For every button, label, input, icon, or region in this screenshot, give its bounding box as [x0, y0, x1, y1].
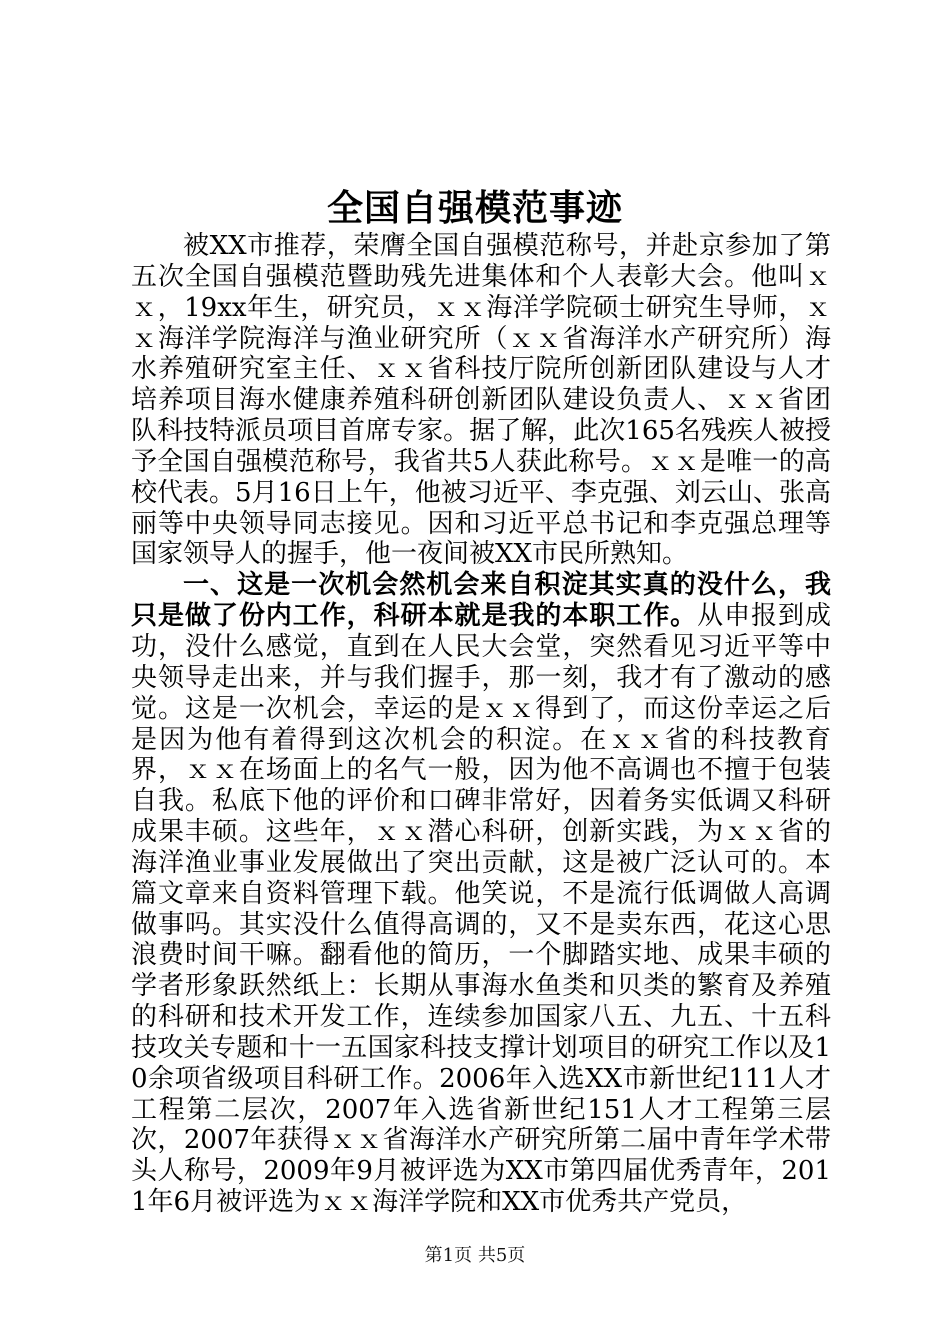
document-title: 全国自强模范事迹 — [326, 187, 623, 229]
paragraph-intro: 被XX市推荐，荣膺全国自强模范称号，并赴京参加了第五次全国自强模范暨助残先进集体和个人表彰大会。他叫ｘｘ，19xx年生，研究员，ｘｘ海洋学院硕士研究生导师，ｘｘ海洋学院海洋与渔业研究所（ｘｘ省海洋水产研究所）海水养殖研究室主任、ｘｘ省科技厅院所创新团队建设与人才培养项目海水健康养殖科研创新团队建设负责人、ｘｘ省团队科技特派员项目首席专家。据了解，此次165名残疾人被授予全国自强模范称号，我省共5人获此称号。ｘｘ是唯一的高校代表。5月16日上午，他被习近平、李克强、刘云山、张高丽等中央领导同志接见。因和习近平总书记和李克强总理等国家领导人的握手，他一夜间被XX市民所熟知。 — [131, 231, 831, 570]
paragraph-section-one — [131, 570, 831, 1218]
page-number-footer: 第1页 共5页 — [424, 1245, 526, 1266]
section-one-heading: 一、这是一次机会然机会来自积淀其实真的没什么，我只是做了份内工作，科研本就是我的本职工作。 — [131, 570, 831, 632]
section-one-text: 从申报到成功，没什么感觉，直到在人民大会堂，突然看见习近平等中央领导走出来，并与我们握手，那一刻，我才有了激动的感觉。这是一次机会，幸运的是ｘｘ得到了，而这份幸运之后是因为他有着得到这次机会的积淀。在ｘｘ省的科技教育界，ｘｘ在场面上的名气一般，因为他不高调也不擅于包装自我。私底下他的评价和口碑非常好，因着务实低调又科研成果丰硕。这些年，ｘｘ潜心科研，创新实践，为ｘｘ省的海洋渔业事业发展做出了突出贡献，这是被广泛认可的。本篇文章来自资料管理下载。他笑说，不是流行低调做人高调做事吗。其实没什么值得高调的，又不是卖东西，花这心思浪费时间干嘛。翻看他的简历，一个脚踏实地、成果丰硕的学者形象跃然纸上：长期从事海水鱼类和贝类的繁育及养殖的科研和技术开发工作，连续参加国家八五、九五、十五科技攻关专题和十一五国家科技支撑计划项目的研究工作以及10余项省级项目科研工作。2006年入选XX市新世纪111人才工程第二层次，2007年入选省新世纪151人才工程第三层次，2007年获得ｘｘ省海洋水产研究所第二届中青年学术带头人称号，2009年9月被评选为XX市第四届优秀青年，2011年6月被评选为ｘｘ海洋学院和XX市优秀共产党员， — [131, 601, 831, 1218]
document-body — [131, 231, 831, 1218]
